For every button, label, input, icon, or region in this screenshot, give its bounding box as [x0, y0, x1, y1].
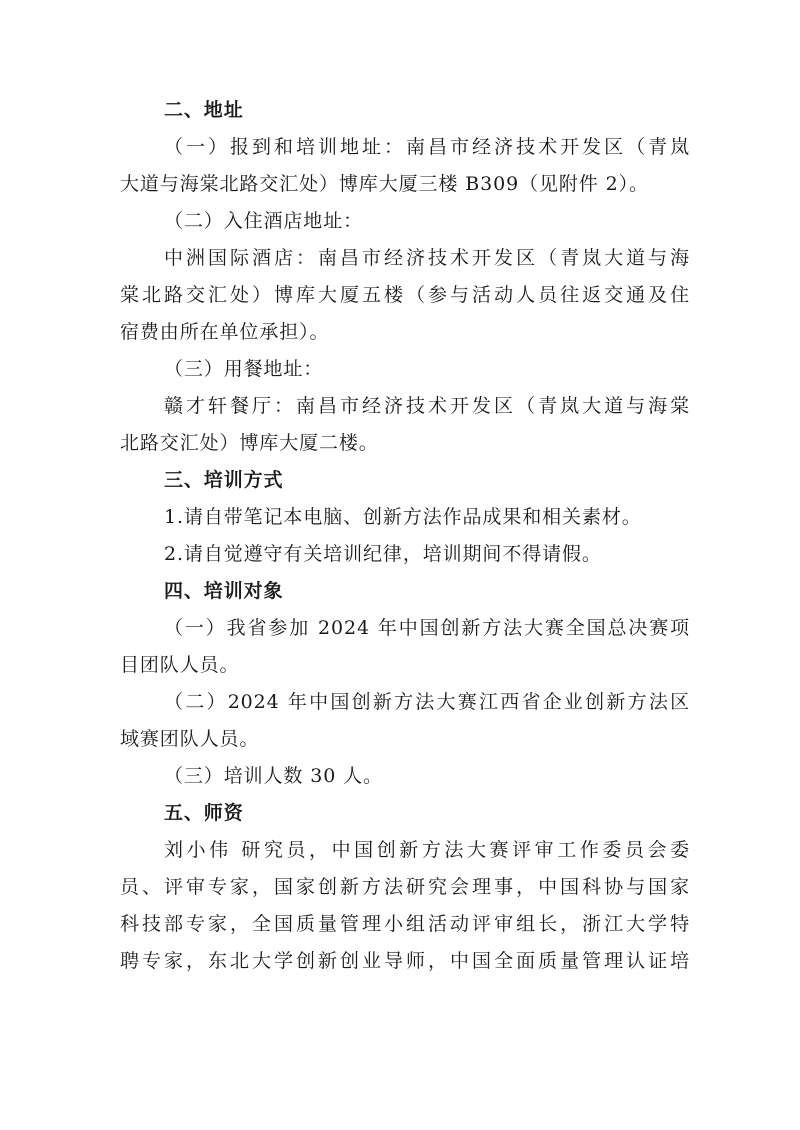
paragraph-line: （一）我省参加 2024 年中国创新方法大赛全国总决赛项 [164, 617, 690, 639]
section-heading: 二、地址 [164, 99, 244, 121]
paragraph-line: （二）2024 年中国创新方法大赛江西省企业创新方法区 [164, 691, 690, 713]
paragraph-line: 赣才轩餐厅：南昌市经济技术开发区（青岚大道与海棠 [164, 395, 690, 417]
paragraph-line: 2.请自觉遵守有关培训纪律，培训期间不得请假。 [164, 543, 602, 565]
section-heading: 四、培训对象 [164, 580, 284, 602]
paragraph-line: 科技部专家，全国质量管理小组活动评审组长，浙江大学特 [120, 913, 690, 935]
paragraph-line: （三）培训人数 30 人。 [164, 765, 383, 787]
section-heading: 五、师资 [164, 802, 244, 824]
paragraph-line: 宿费由所在单位承担）。 [120, 321, 330, 343]
paragraph-line: 刘小伟 研究员，中国创新方法大赛评审工作委员会委 [164, 839, 690, 861]
section-heading: 三、培训方式 [164, 469, 284, 491]
paragraph-line: 域赛团队人员。 [120, 728, 260, 750]
paragraph-line: （一）报到和培训地址：南昌市经济技术开发区（青岚 [164, 136, 690, 158]
paragraph-line: 员、评审专家，国家创新方法研究会理事，中国科协与国家 [120, 876, 690, 898]
paragraph-line: （三）用餐地址： [164, 358, 324, 380]
paragraph-line: 1.请自带笔记本电脑、创新方法作品成果和相关素材。 [164, 506, 642, 528]
paragraph-line: 聘专家，东北大学创新创业导师，中国全面质量管理认证培 [120, 950, 690, 972]
paragraph-line: 大道与海棠北路交汇处）博库大厦三楼 B309（见附件 2）。 [120, 173, 649, 195]
paragraph-line: （二）入住酒店地址： [164, 210, 364, 232]
paragraph-line: 目团队人员。 [120, 654, 240, 676]
paragraph-line: 棠北路交汇处）博库大厦五楼（参与活动人员往返交通及住 [120, 284, 690, 306]
document-body [120, 92, 690, 980]
paragraph-line: 北路交汇处）博库大厦二楼。 [120, 432, 379, 454]
paragraph-line: 中洲国际酒店：南昌市经济技术开发区（青岚大道与海 [164, 247, 690, 269]
